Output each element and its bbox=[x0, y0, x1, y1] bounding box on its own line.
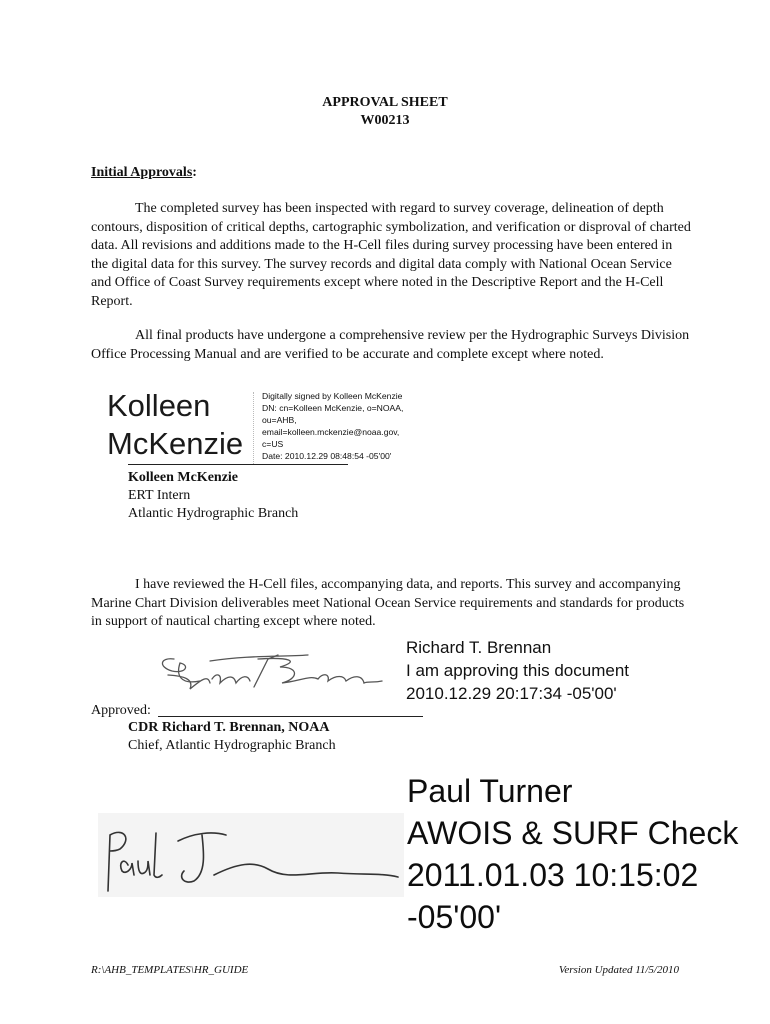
digital-signature-line: c=US bbox=[262, 439, 284, 449]
review-statement-paragraph: I have reviewed the H-Cell files, accompanying data, and reports. This survey and accompanying Marine Chart Division deliverables meet National Ocean Service requirements and standards for products in support of nautical charting except where noted. bbox=[91, 577, 685, 629]
title-line-1: APPROVAL SHEET bbox=[322, 95, 448, 110]
mckenzie-signature-name-line-1: Kolleen bbox=[107, 388, 211, 423]
initial-approvals-paragraph-2: All final products have undergone a comprehensive review per the Hydrographic Surveys Division Office Processing Manual and are verified to be accurate and complete except where noted. bbox=[91, 328, 690, 362]
approved-label: Approved: bbox=[91, 703, 151, 718]
brennan-role: Chief, Atlantic Hydrographic Branch bbox=[128, 738, 336, 753]
brennan-printed-name: CDR Richard T. Brennan, NOAA bbox=[128, 720, 330, 735]
digital-signature-line: Digitally signed by Kolleen McKenzie bbox=[262, 391, 403, 401]
brennan-handwritten-signature bbox=[150, 645, 400, 697]
brennan-signature-block bbox=[128, 719, 336, 755]
brennan-signature-line bbox=[158, 716, 423, 717]
brennan-stamp-line: I am approving this document bbox=[406, 661, 630, 680]
mckenzie-digital-signature-details bbox=[262, 390, 403, 462]
turner-stamp-line: -05'00' bbox=[407, 899, 502, 935]
digital-signature-line: DN: cn=Kolleen McKenzie, o=NOAA, bbox=[262, 403, 404, 413]
document-title bbox=[0, 94, 770, 130]
brennan-stamp-line: Richard T. Brennan bbox=[406, 638, 552, 657]
digital-signature-line: email=kolleen.mckenzie@noaa.gov, bbox=[262, 427, 400, 437]
digital-signature-divider bbox=[253, 392, 254, 464]
turner-stamp-line: AWOIS & SURF Check bbox=[407, 815, 739, 851]
title-line-2: W00213 bbox=[360, 113, 410, 128]
mckenzie-signature-line bbox=[128, 464, 348, 465]
mckenzie-signature-name-line-2: McKenzie bbox=[107, 426, 244, 461]
footer-template-path: R:\AHB_TEMPLATES\HR_GUIDE bbox=[91, 964, 249, 976]
initial-approvals-paragraph-1: The completed survey has been inspected with regard to survey coverage, delineation of depth contours, disposition of critical depths, cartographic symbolization, and verification or disproval of charted data. All revisions and additions made to the H-Cell files during survey processing have been entered in the digital data for this survey. The survey records and digital data comply with National Ocean Service and Office of Coast Survey requirements except where noted in the Descriptive Report and the H-Cell Report. bbox=[91, 201, 691, 309]
turner-stamp-line: Paul Turner bbox=[407, 773, 573, 809]
footer-version: Version Updated 11/5/2010 bbox=[558, 964, 679, 976]
brennan-stamp-line: 2010.12.29 20:17:34 -05'00' bbox=[406, 684, 617, 703]
digital-signature-line: ou=AHB, bbox=[262, 415, 297, 425]
initial-approvals-heading-text: Initial Approvals bbox=[91, 165, 193, 180]
mckenzie-role: ERT Intern bbox=[128, 488, 191, 503]
turner-handwritten-signature bbox=[98, 813, 404, 897]
mckenzie-printed-name: Kolleen McKenzie bbox=[128, 470, 239, 485]
mckenzie-signature-block bbox=[128, 469, 298, 523]
mckenzie-branch: Atlantic Hydrographic Branch bbox=[128, 506, 299, 521]
digital-signature-line: Date: 2010.12.29 08:48:54 -05'00' bbox=[262, 451, 392, 461]
initial-approvals-heading: Initial Approvals: bbox=[91, 165, 197, 180]
brennan-digital-stamp bbox=[406, 636, 629, 705]
turner-stamp-line: 2011.01.03 10:15:02 bbox=[407, 857, 699, 893]
turner-digital-stamp bbox=[407, 770, 738, 938]
